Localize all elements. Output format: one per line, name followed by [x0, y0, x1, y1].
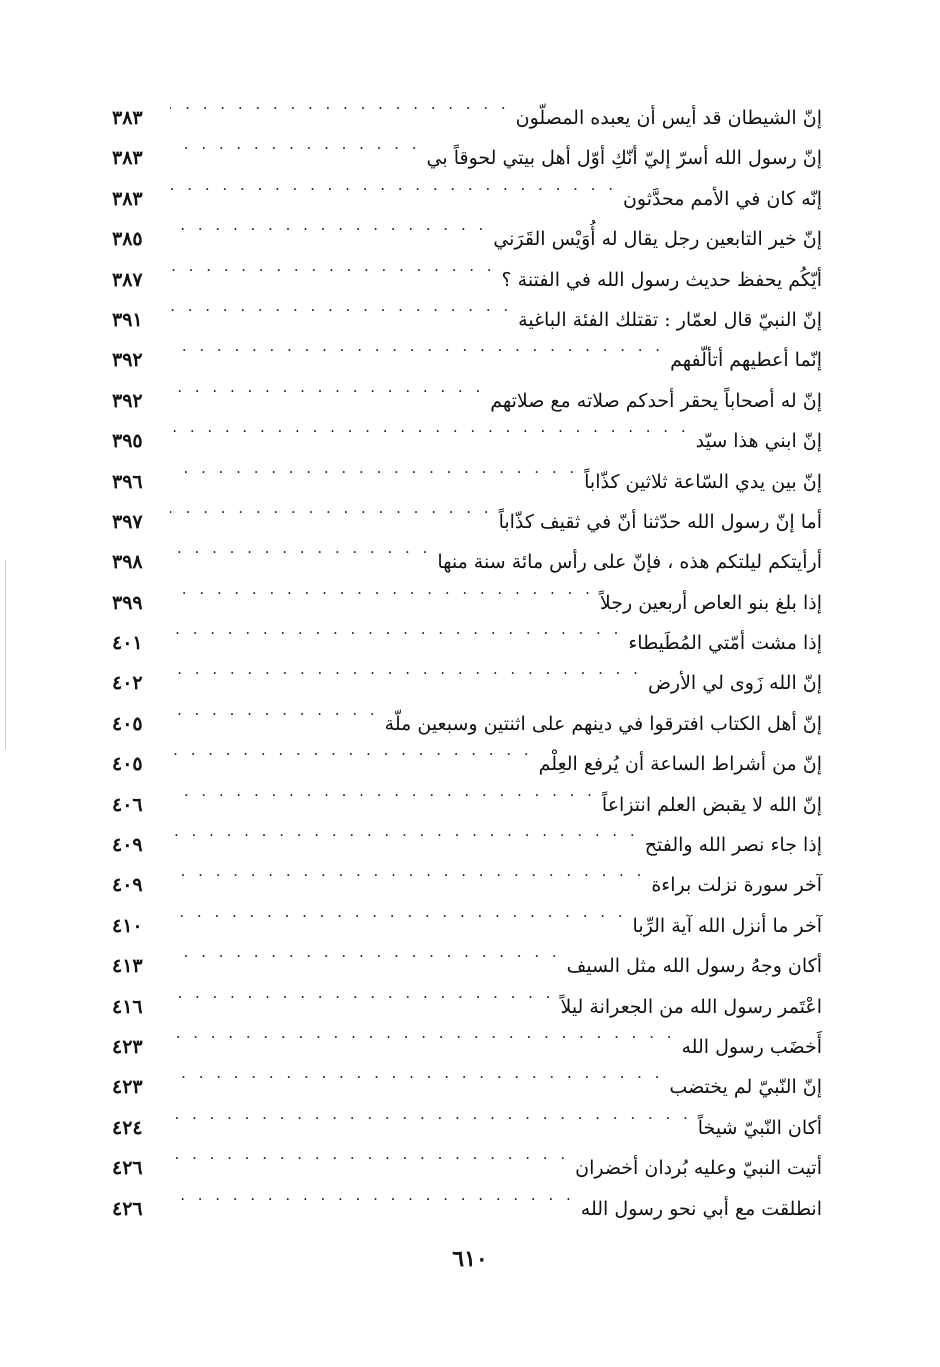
dot-leader — [170, 771, 596, 811]
dot-leader — [170, 649, 642, 689]
entry-page: ٣٩٨ — [112, 551, 143, 574]
entry-page: ٣٨٣ — [112, 107, 143, 129]
entry-title: إنّ الله لا يقبض العلم انتزاعاً — [601, 793, 822, 816]
scan-margin-line — [5, 560, 6, 750]
entry-title: إنّما أعطيهم أتألّفهم — [670, 349, 822, 372]
entry-page: ٤١٣ — [112, 955, 143, 978]
entry-page: ٤٢٤ — [112, 1116, 143, 1139]
dot-leader — [170, 84, 510, 124]
entry-title: إنّ من أشراط الساعة أن يُرفع العِلْم — [538, 753, 822, 776]
entry-page: ٣٩١ — [112, 308, 143, 331]
entry-title: إذا مشت أمّتي المُطَيطاء — [628, 632, 822, 655]
entry-title: آخر ما أنزل الله آية الرِّبا — [632, 914, 822, 937]
dot-leader — [170, 1053, 663, 1093]
entry-title: آخر سورة نزلت براءة — [651, 874, 822, 897]
entry-page: ٤٠٩ — [112, 874, 143, 897]
entry-page: ٤٠٥ — [112, 712, 143, 735]
dot-leader — [170, 892, 627, 932]
entry-page: ٤٢٦ — [112, 1157, 143, 1180]
entry-title: انطلقت مع أبي نحو رسول الله — [580, 1197, 822, 1220]
entry-page: ٣٨٣ — [112, 147, 143, 170]
entry-title: إنّ بين يدي السّاعة ثلاثين كذّاباً — [584, 470, 822, 493]
entry-title: أَخضَب رسول الله — [681, 1035, 822, 1058]
index-list — [112, 84, 822, 1220]
entry-page: ٣٩٧ — [112, 510, 143, 533]
entry-title: أكان النّبيّ شيخاً — [697, 1116, 822, 1139]
entry-title: أكان وجهُ رسول الله مثل السيف — [566, 955, 822, 978]
dot-leader — [170, 205, 487, 245]
dot-leader — [170, 569, 594, 609]
entry-title: أيّكُم يحفظ حديث رسول الله في الفتنة ؟ — [501, 268, 822, 291]
dot-leader — [170, 1013, 676, 1053]
dot-leader — [170, 165, 617, 205]
dot-leader — [170, 286, 512, 326]
dot-leader — [170, 448, 578, 488]
entry-page: ٤٠٢ — [112, 672, 143, 695]
entry-title: إنّ رسول الله أسرّ إليّ أنّكِ أوّل أهل بيتي لحوقاً بي — [426, 147, 822, 170]
dot-leader — [170, 326, 664, 366]
entry-title: إنّ النّبيّ لم يختضب — [669, 1076, 822, 1099]
entry-title: إذا بلغ بنو العاص أربعين رجلاً — [599, 591, 822, 614]
entry-title: إنّ النبيّ قال لعمّار : تقتلك الفئة الباغية — [518, 308, 822, 331]
dot-leader — [170, 1175, 575, 1215]
entry-title: إنّ الله زَوى لي الأرض — [647, 672, 822, 695]
dot-leader — [170, 528, 431, 568]
entry-title: أرأيتكم ليلتكم هذه ، فإنّ على رأس مائة سنة منها — [437, 551, 822, 574]
entry-page: ٣٩٢ — [112, 349, 143, 372]
entry-page: ٤١٠ — [112, 914, 143, 937]
dot-leader — [170, 246, 496, 286]
dot-leader — [170, 730, 533, 770]
entry-title: إنّ خير التابعين رجل يقال له أُوَيْس القَرَني — [493, 228, 822, 251]
entry-page: ٤٠٩ — [112, 834, 143, 857]
entry-page: ٤٢٣ — [112, 1076, 143, 1099]
dot-leader — [170, 367, 484, 407]
dot-leader — [170, 932, 561, 972]
dot-leader — [170, 1094, 692, 1134]
dot-leader — [170, 124, 421, 164]
entry-page: ٣٨٥ — [112, 228, 143, 251]
entry-page: ٣٩٢ — [112, 389, 143, 412]
dot-leader — [170, 609, 622, 649]
dot-leader — [170, 811, 639, 851]
entry-title: أتيت النبيّ وعليه بُردان أخضران — [575, 1157, 822, 1180]
entry-title: إذا جاء نصر الله والفتح — [644, 834, 822, 857]
entry-title: إنّ ابني هذا سيّد — [695, 430, 822, 453]
entry-title: إنّه كان في الأمم محدَّثون — [622, 187, 822, 210]
entry-title: إنّ له أصحاباً يحقر أحدكم صلاته مع صلاتهم — [490, 389, 822, 412]
dot-leader — [170, 407, 690, 447]
entry-title: اعْتَمر رسول الله من الجعرانة ليلاً — [560, 995, 822, 1018]
entry-page: ٤٠١ — [112, 632, 143, 655]
dot-leader — [170, 1134, 569, 1174]
entry-page: ٤٠٦ — [112, 793, 143, 816]
dot-leader — [170, 488, 493, 528]
entry-page: ٤٢٦ — [112, 1197, 143, 1220]
entry-title: إنّ الشيطان قد أيس أن يعبده المصلّون — [515, 107, 822, 129]
entry-page: ٤٢٣ — [112, 1035, 143, 1058]
entry-page: ٤٠٥ — [112, 753, 143, 776]
page-number: ٦١٠ — [452, 1246, 488, 1272]
dot-leader — [170, 690, 379, 730]
entry-page: ٣٨٣ — [112, 187, 143, 210]
entry-page: ٣٩٦ — [112, 470, 143, 493]
entry-page: ٣٨٧ — [112, 268, 143, 291]
dot-leader — [170, 851, 645, 891]
entry-title: إنّ أهل الكتاب افترقوا في دينهم على اثنتين وسبعين ملّة — [384, 712, 822, 735]
dot-leader — [170, 973, 554, 1013]
entry-page: ٤١٦ — [112, 995, 143, 1018]
entry-page: ٣٩٩ — [112, 591, 143, 614]
entry-page: ٣٩٥ — [112, 430, 143, 453]
entry-title: أما إنّ رسول الله حدّثنا أنّ في ثقيف كذّاباً — [498, 510, 822, 533]
index-entry — [112, 84, 822, 129]
